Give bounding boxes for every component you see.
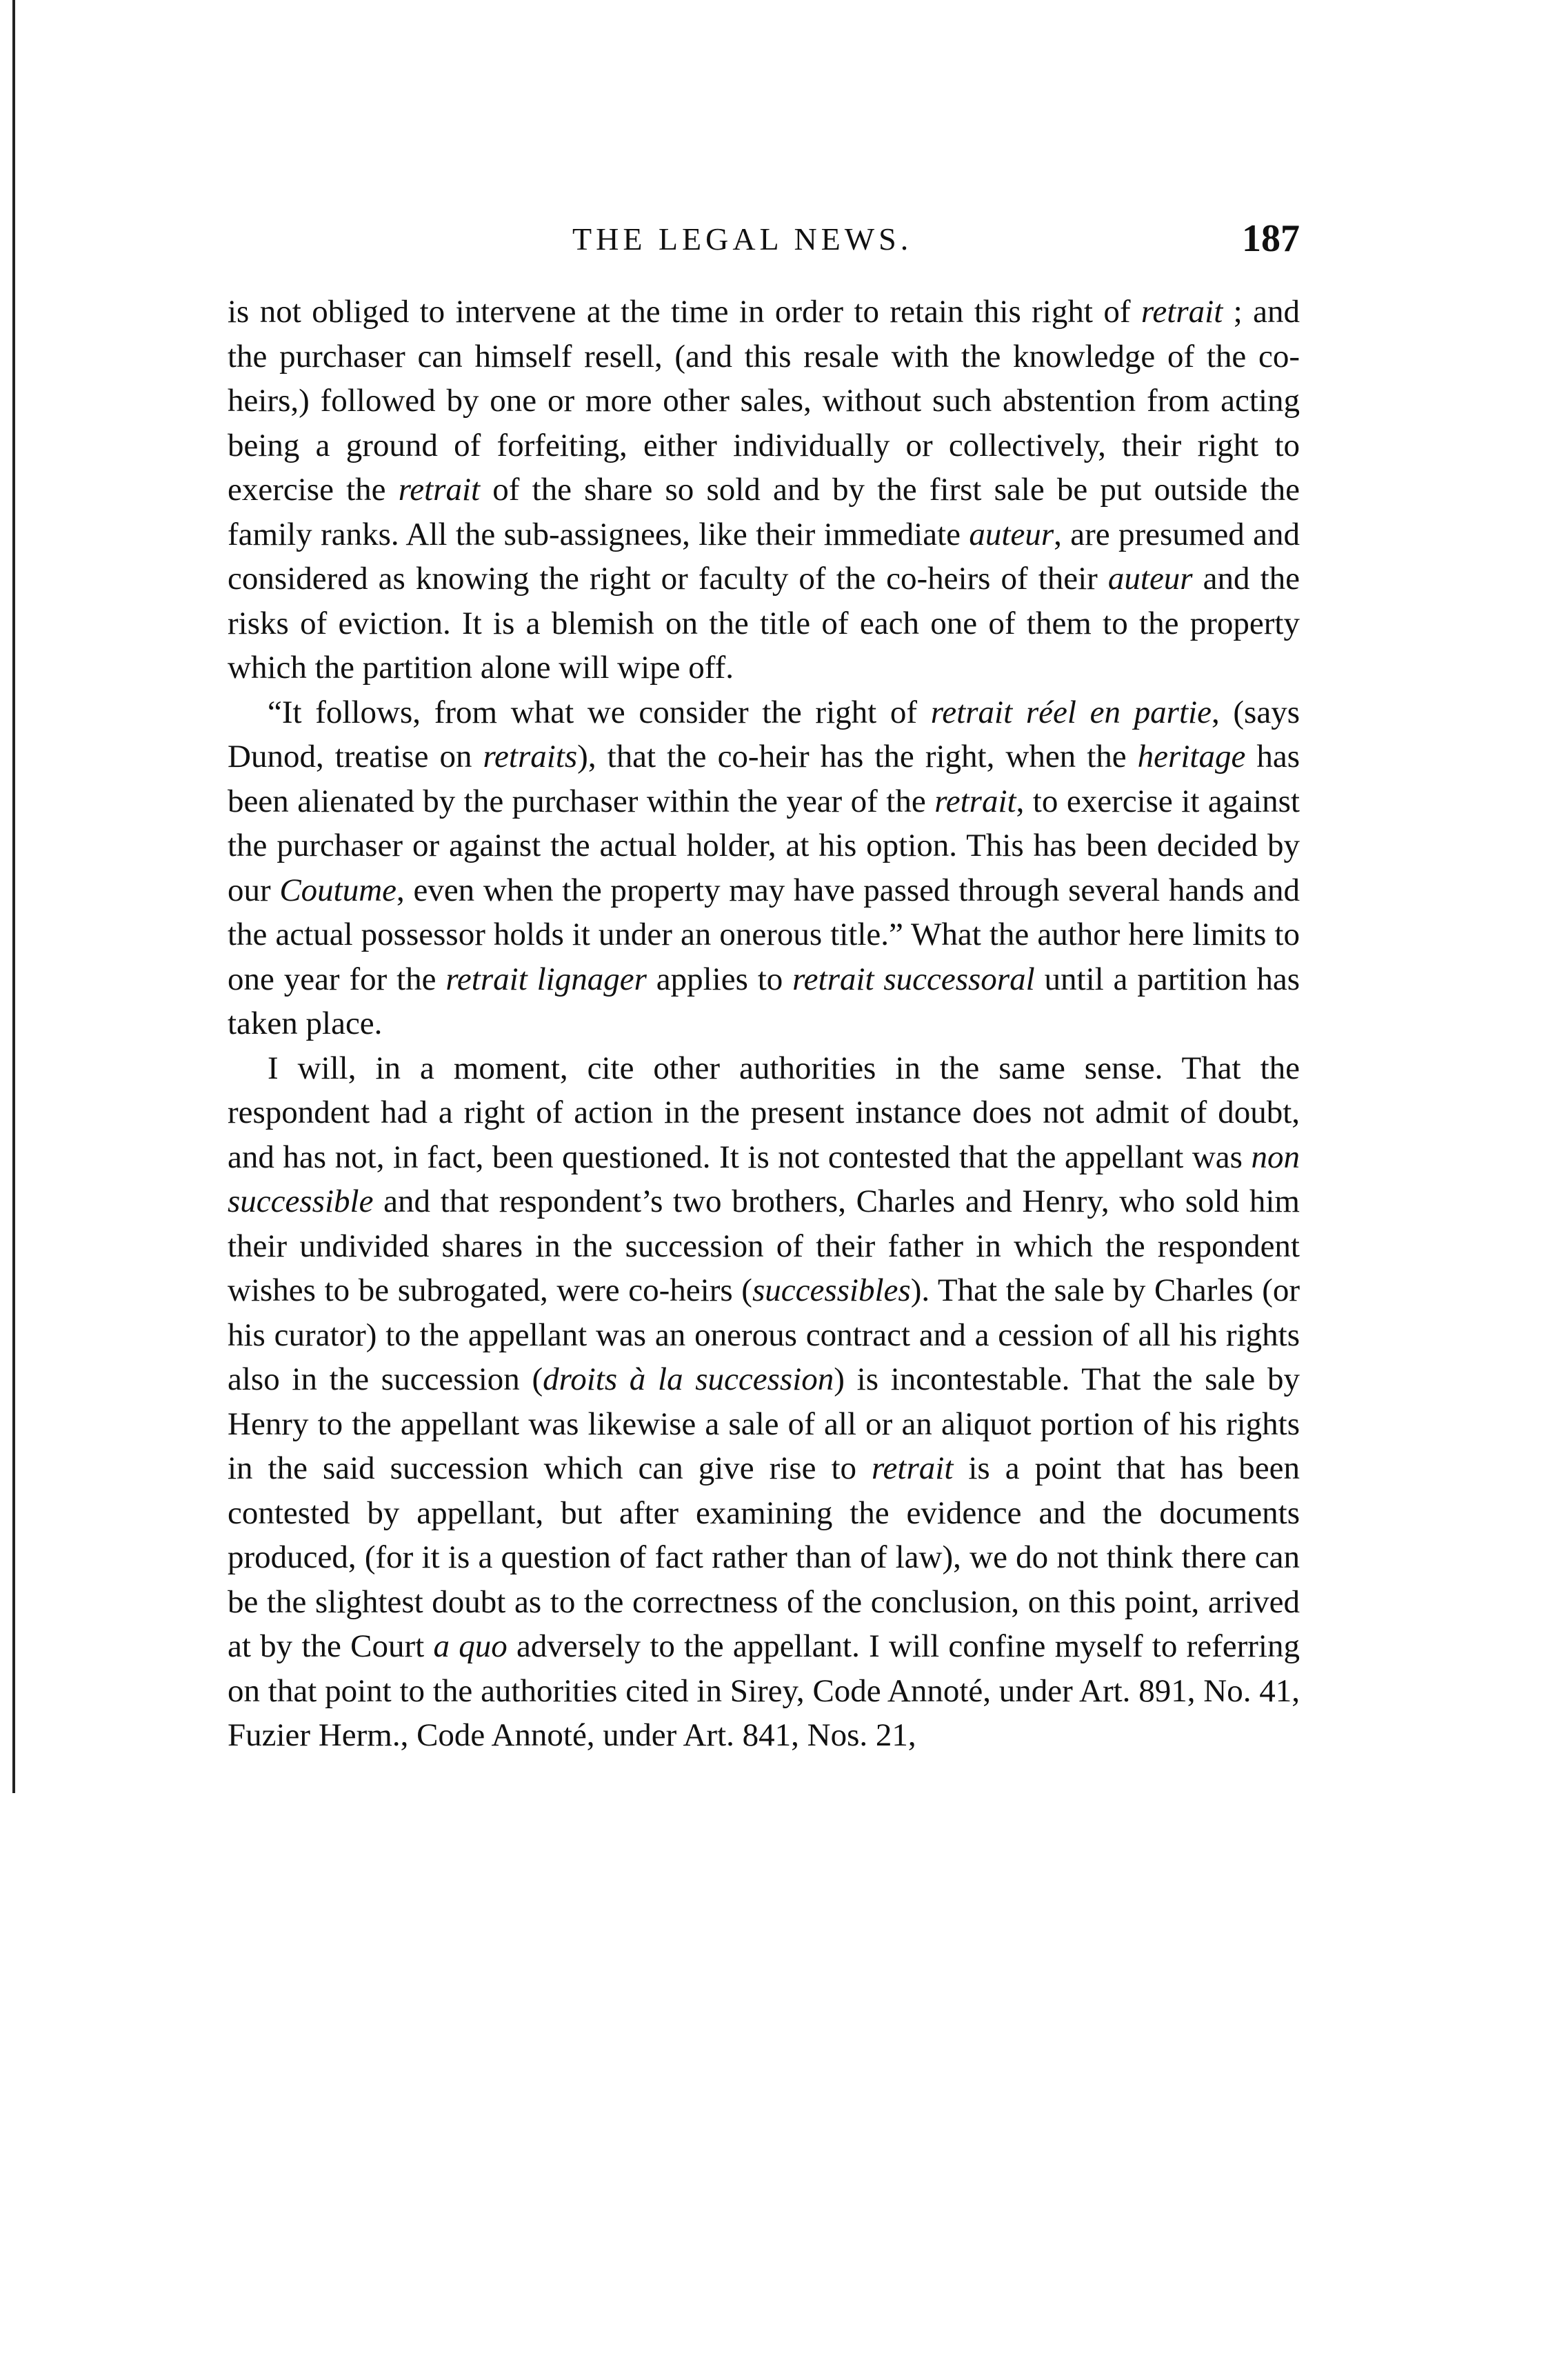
italic-term: non successible: [228, 1139, 1300, 1219]
text-run: and that respondent’s two brothers, Charles and Henry, who sold him their undivided shares in the succession of their father in which the respondent wishes to be subrogated, were co-heirs (: [228, 1183, 1300, 1308]
text-run: is not obliged to intervene at the time in order to retain this right of: [228, 294, 1141, 330]
italic-term: retrait: [934, 783, 1016, 819]
italic-term: successibles: [752, 1272, 911, 1308]
page-header: [228, 217, 1300, 283]
italic-term: auteur: [1107, 561, 1193, 597]
paragraph-3: [228, 1046, 1300, 1758]
text-run: , are presumed and considered as knowing the right or faculty of the co-heirs of their: [228, 516, 1300, 597]
italic-term: retrait réel en partie: [930, 694, 1212, 730]
page-edge-rule: [12, 0, 15, 1793]
italic-term: heritage: [1137, 739, 1246, 774]
text-run: and the risks of eviction. It is a blemish on the title of each one of them to the property which the partition alone will wipe off.: [228, 561, 1300, 686]
page-number: 187: [1242, 217, 1300, 260]
italic-term: retrait lignager: [445, 961, 647, 997]
page-body: [228, 290, 1300, 1758]
text-run: ; and the purchaser can himself resell, (and this resale with the knowledge of the co-heirs,) followed by one or more other sales, without such abstention from acting being a ground of forfeiting, either individually or collectively, their right to exercise the: [228, 294, 1300, 508]
italic-term: retrait: [398, 472, 481, 508]
italic-term: retrait: [1141, 294, 1223, 330]
text-run: , to exercise it against the purchaser or against the actual holder, at his option. This has been decided by our: [228, 783, 1300, 908]
italic-term: retrait successoral: [792, 961, 1035, 997]
text-run: until a partition has taken place.: [228, 961, 1300, 1041]
paragraph-2: [228, 690, 1300, 1046]
text-run: has been alienated by the purchaser within the year of the: [228, 739, 1300, 819]
italic-term: retraits: [483, 739, 578, 774]
text-run: ) is incontestable. That the sale by Henry to the appellant was likewise a sale of all or an aliquot portion of his rights in the said succession which can give rise to: [228, 1361, 1300, 1486]
italic-term: droits à la succession: [543, 1361, 834, 1397]
running-head: THE LEGAL NEWS.: [572, 221, 913, 257]
text-run: of the share so sold and by the first sale be put outside the family ranks. All the sub-assignees, like their immediate: [228, 472, 1300, 552]
text-run: ). That the sale by Charles (or his curator) to the appellant was an onerous contract and a cession of all his rights also in the succession (: [228, 1272, 1300, 1397]
italic-term: a quo: [433, 1628, 508, 1664]
text-run: , even when the property may have passed through several hands and the actual possessor holds it under an onerous title.” What the author here limits to one year for the: [228, 872, 1300, 997]
text-run: adversely to the appellant. I will confine myself to referring on that point to the authorities cited in Sirey, Code Annoté, under Art. 891, No. 41, Fuzier Herm., Code Annoté, under Art. 841, Nos. 21,: [228, 1628, 1300, 1753]
text-run: “It follows, from what we consider the right of: [268, 694, 931, 730]
italic-term: auteur: [969, 516, 1054, 552]
text-run: , (says Dunod, treatise on: [228, 694, 1300, 774]
text-run: is a point that has been contested by appellant, but after examining the evidence and the documents produced, (for it is a question of fact rather than of law), we do not think there can be the slightest doubt as to the correctness of the conclusion, on this point, arrived at by the Court: [228, 1450, 1300, 1664]
text-run: applies to: [646, 961, 793, 997]
text-run: I will, in a moment, cite other authorities in the same sense. That the respondent had a right of action in the present instance does not admit of doubt, and has not, in fact, been questioned. It is not contested that the appellant was: [228, 1050, 1300, 1175]
paragraph-1: [228, 290, 1300, 690]
italic-term: Coutume: [279, 872, 397, 908]
italic-term: retrait: [872, 1450, 954, 1486]
text-run: ), that the co-heir has the right, when the: [577, 739, 1138, 774]
